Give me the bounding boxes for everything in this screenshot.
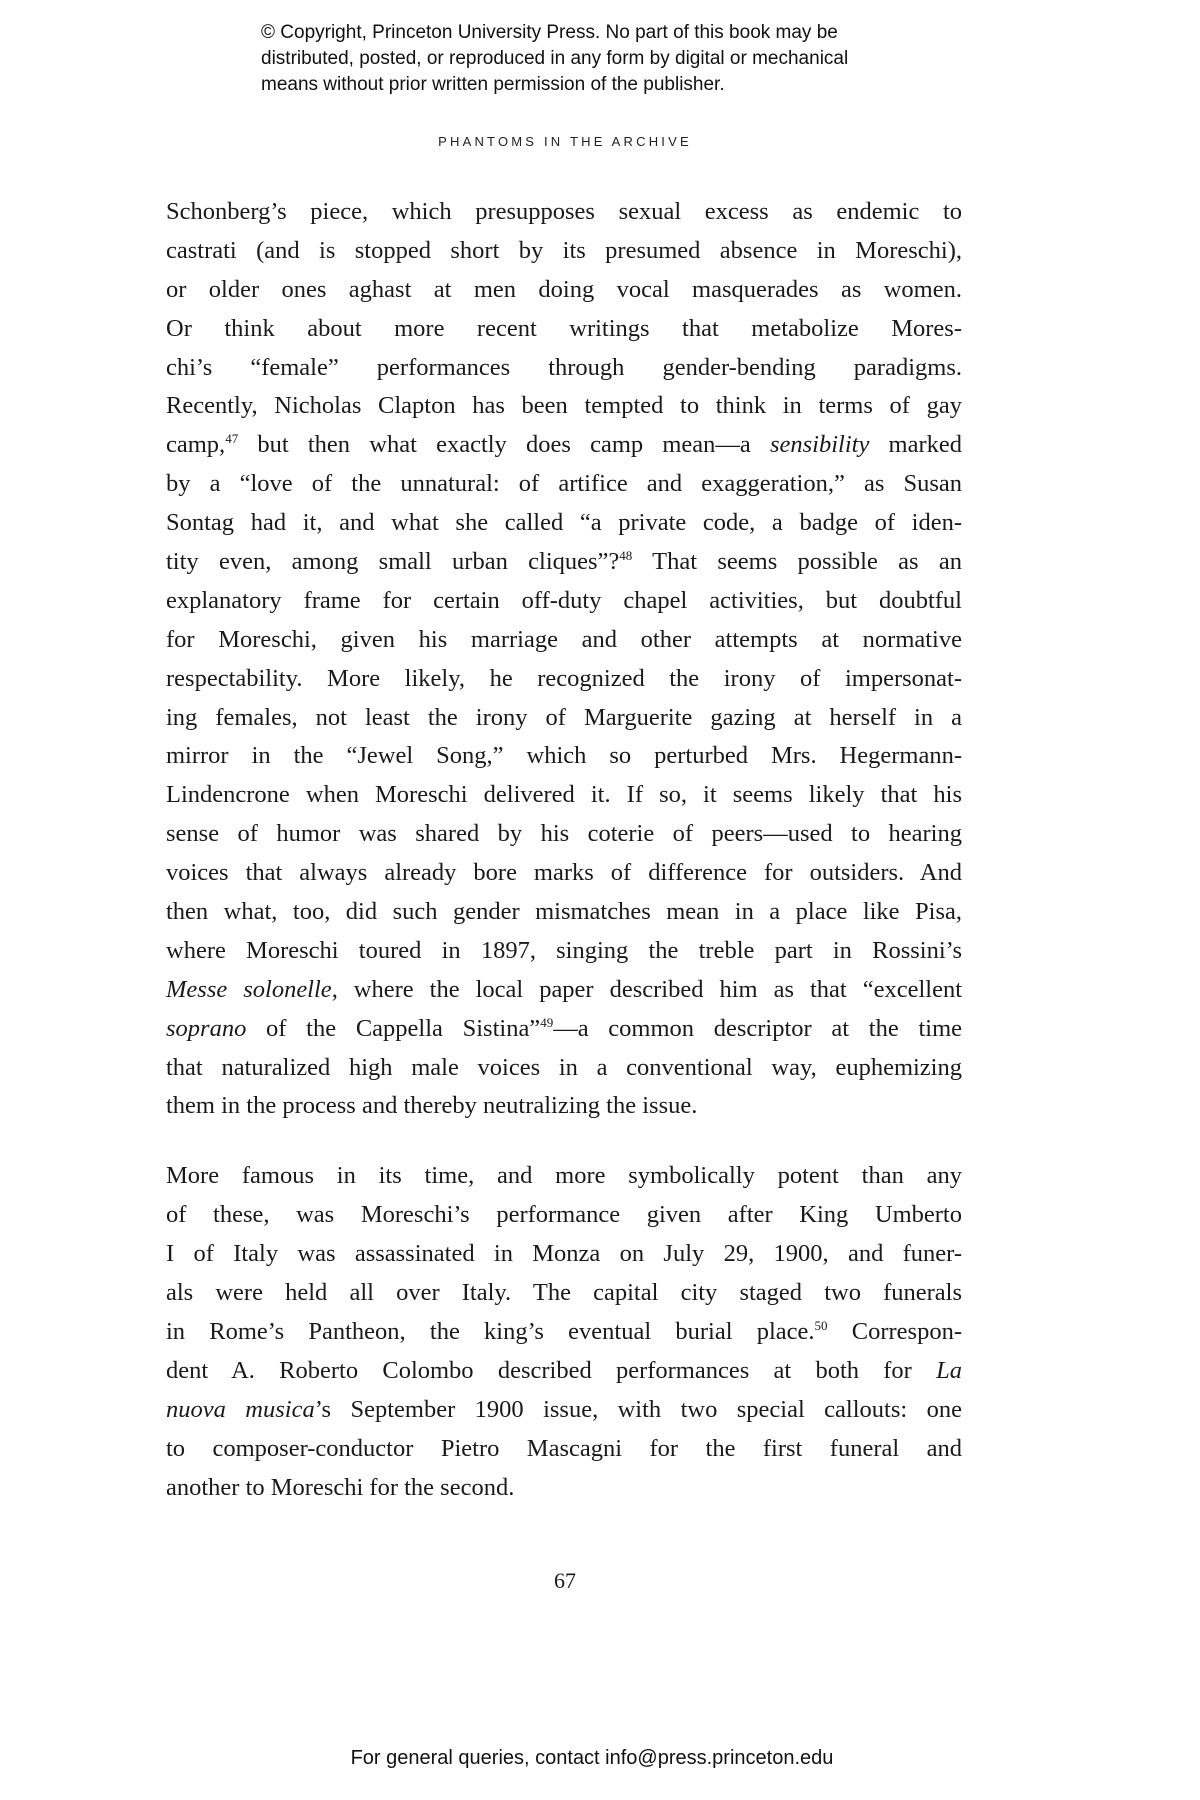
text-line xyxy=(166,1087,962,1126)
text-line xyxy=(166,660,962,699)
text-run: als were held all over Italy. The capital city staged two funerals xyxy=(166,1279,962,1307)
text-line xyxy=(166,1469,962,1508)
italic-text: soprano xyxy=(166,1014,247,1042)
text-run: where Moreschi toured in 1897, singing the treble part in Rossini’s xyxy=(166,936,962,964)
text-run: Recently, Nicholas Clapton has been tempted to think in terms of gay xyxy=(166,392,962,420)
text-run: another to Moreschi for the second. xyxy=(166,1473,515,1501)
text-line xyxy=(166,893,962,932)
footnote-ref: 47 xyxy=(225,431,239,447)
text-line xyxy=(166,1313,962,1352)
text-run: ing females, not least the irony of Marguerite gazing at herself in a xyxy=(166,703,962,731)
body-text xyxy=(166,193,962,1538)
text-line xyxy=(166,1049,962,1088)
text-run: mirror in the “Jewel Song,” which so perturbed Mrs. Hegermann- xyxy=(166,742,962,770)
text-run: of these, was Moreschi’s performance given after King Umberto xyxy=(166,1201,962,1229)
text-line xyxy=(166,621,962,660)
text-run: Correspon- xyxy=(827,1317,962,1345)
text-line xyxy=(166,232,962,271)
text-line xyxy=(166,1010,962,1049)
paragraph xyxy=(166,1157,962,1507)
text-line xyxy=(166,271,962,310)
text-run: ’s September 1900 issue, with two special callouts: one xyxy=(314,1395,962,1423)
text-line xyxy=(166,699,962,738)
text-run: Schonberg’s piece, which presupposes sexual excess as endemic to xyxy=(166,198,962,225)
text-line xyxy=(166,815,962,854)
text-run: More famous in its time, and more symbolically potent than any xyxy=(166,1162,962,1190)
text-line xyxy=(166,1157,962,1196)
text-run: , where the local paper described him as that “excellent xyxy=(331,975,962,1003)
text-line xyxy=(166,1196,962,1235)
text-line xyxy=(166,1352,962,1391)
copyright-line: distributed, posted, or reproduced in any form by digital or mechanical xyxy=(261,48,849,69)
italic-text: Messe solonelle xyxy=(166,975,332,1003)
text-line xyxy=(166,1430,962,1469)
text-run: in Rome’s Pantheon, the king’s eventual burial place. xyxy=(166,1317,815,1345)
italic-text: nuova musica xyxy=(166,1395,315,1423)
page-number: 67 xyxy=(554,1568,576,1593)
text-run: Lindencrone when Moreschi delivered it. If so, it seems likely that his xyxy=(166,781,962,809)
text-run: of the Cappella Sistina” xyxy=(246,1014,541,1042)
text-run: then what, too, did such gender mismatches mean in a place like Pisa, xyxy=(166,898,962,926)
text-line xyxy=(166,426,962,465)
text-line xyxy=(166,504,962,543)
text-run: for Moreschi, given his marriage and other attempts at normative xyxy=(166,625,962,653)
text-run: tity even, among small urban cliques”? xyxy=(166,548,620,576)
text-line xyxy=(166,854,962,893)
text-run: chi’s “female” performances through gender-bending paradigms. xyxy=(166,353,962,381)
text-line xyxy=(166,310,962,349)
footer-contact: For general queries, contact info@press.princeton.edu xyxy=(350,1747,834,1769)
text-run: voices that always already bore marks of difference for outsiders. And xyxy=(166,859,962,887)
text-line xyxy=(166,737,962,776)
text-run: respectability. More likely, he recognized the irony of impersonat- xyxy=(166,664,962,692)
text-line xyxy=(166,971,962,1010)
text-line xyxy=(166,193,962,232)
copyright-line: © Copyright, Princeton University Press. No part of this book may be xyxy=(261,22,838,43)
text-run: explanatory frame for certain off-duty chapel activities, but doubtful xyxy=(166,586,962,614)
text-run: —a common descriptor at the time xyxy=(553,1014,962,1042)
text-run: Sontag had it, and what she called “a private code, a badge of iden- xyxy=(166,509,962,537)
text-run: Or think about more recent writings that metabolize Mores- xyxy=(166,314,962,342)
text-line xyxy=(166,349,962,388)
text-run: them in the process and thereby neutralizing the issue. xyxy=(166,1092,698,1120)
text-line xyxy=(166,387,962,426)
copyright-line: means without prior written permission of the publisher. xyxy=(261,74,725,95)
text-run: or older ones aghast at men doing vocal masquerades as women. xyxy=(166,275,962,303)
text-line xyxy=(166,1235,962,1274)
italic-text: sensibility xyxy=(769,431,870,459)
text-line xyxy=(166,543,962,582)
text-line xyxy=(166,1274,962,1313)
text-line xyxy=(166,776,962,815)
text-run: I of Italy was assassinated in Monza on July 29, 1900, and funer- xyxy=(166,1240,962,1268)
text-run: That seems possible as an xyxy=(632,548,962,576)
footnote-ref: 48 xyxy=(619,548,633,564)
text-line xyxy=(166,582,962,621)
text-run: but then what exactly does camp mean—a xyxy=(238,431,770,459)
footnote-ref: 49 xyxy=(540,1014,554,1030)
footnote-ref: 50 xyxy=(814,1317,828,1333)
text-run: by a “love of the unnatural: of artifice and exaggeration,” as Susan xyxy=(166,470,962,498)
text-line xyxy=(166,465,962,504)
text-run: dent A. Roberto Colombo described performances at both for xyxy=(166,1356,937,1384)
text-run: sense of humor was shared by his coterie of peers—used to hearing xyxy=(166,820,962,848)
text-run: marked xyxy=(869,431,963,459)
text-line xyxy=(166,932,962,971)
text-run: camp, xyxy=(166,431,226,459)
paragraph xyxy=(166,193,962,1126)
running-head: PHANTOMS IN THE ARCHIVE xyxy=(438,134,692,149)
text-run: that naturalized high male voices in a conventional way, euphemizing xyxy=(166,1053,962,1081)
italic-text: La xyxy=(936,1356,962,1384)
copyright-notice xyxy=(261,20,848,98)
text-run: to composer-conductor Pietro Mascagni for the first funeral and xyxy=(166,1434,962,1462)
text-run: castrati (and is stopped short by its presumed absence in Moreschi), xyxy=(166,236,962,264)
text-line xyxy=(166,1391,962,1430)
